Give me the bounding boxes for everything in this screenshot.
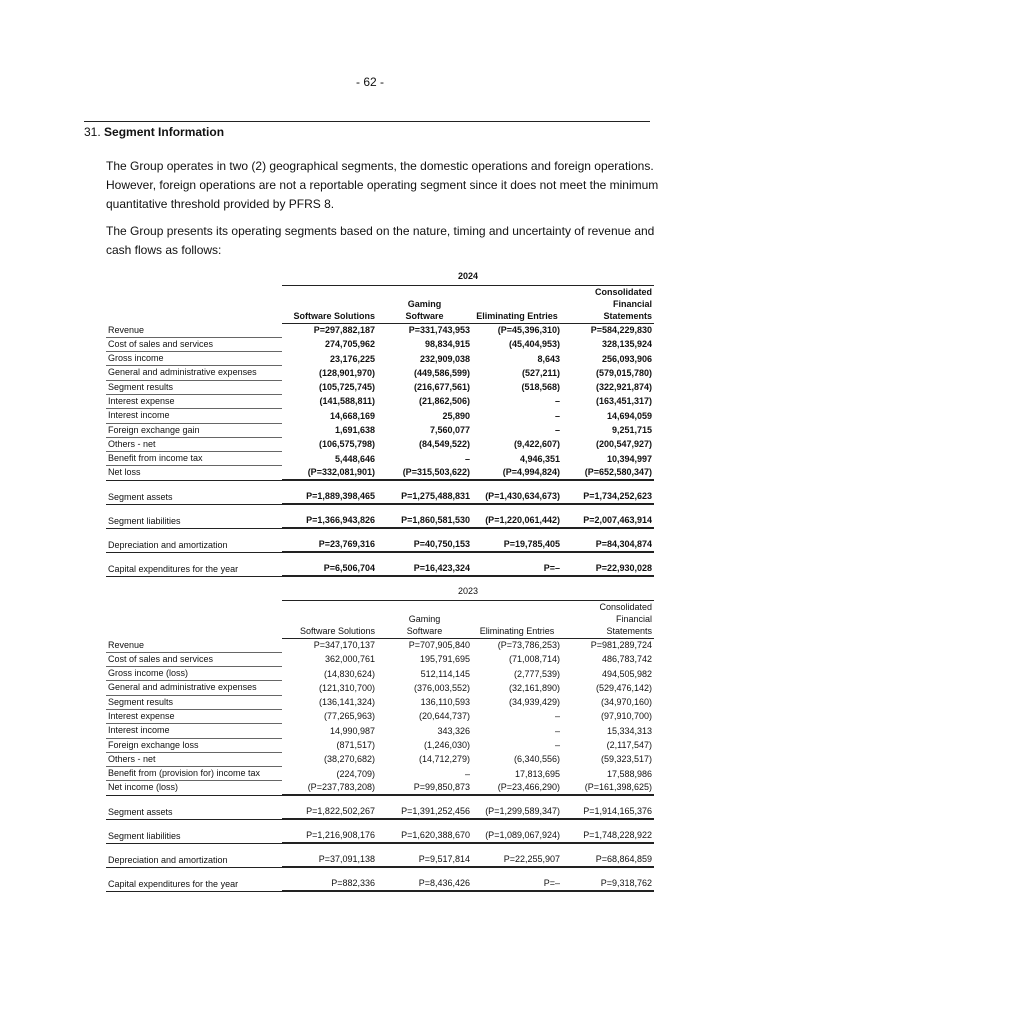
row-value: 136,110,593	[420, 697, 470, 708]
column-header-gaming-line2: Software	[377, 310, 472, 324]
summary-label: Segment assets	[106, 795, 282, 819]
section-number: 31.	[84, 125, 101, 139]
summary-value: P=1,620,388,670	[377, 819, 472, 843]
row-value: (P=237,783,208)	[282, 781, 377, 795]
row-label: Gross income (loss)	[106, 667, 282, 681]
table-year: 2023	[282, 585, 654, 601]
table-row	[106, 337, 654, 351]
row-value: (1,246,030)	[423, 740, 470, 751]
column-header-gaming-line1: Gaming	[408, 614, 441, 624]
row-label: Segment results	[106, 380, 282, 394]
table-row	[106, 681, 654, 695]
row-value: (71,008,714)	[508, 654, 560, 665]
row-value: (P=315,503,622)	[377, 466, 472, 480]
table-row	[106, 652, 654, 666]
row-label: Gross income	[106, 352, 282, 366]
header-spacer	[106, 310, 282, 324]
row-value: 274,705,962	[324, 339, 375, 350]
summary-value: P=882,336	[282, 867, 377, 891]
row-value: 362,000,761	[324, 654, 375, 665]
table-row	[106, 380, 654, 394]
row-value: (6,340,556)	[513, 754, 560, 765]
row-value: 14,668,169	[329, 410, 375, 421]
row-value: (322,921,874)	[595, 382, 653, 393]
row-value: (216,677,561)	[413, 382, 470, 393]
summary-value: P=84,304,874	[562, 528, 654, 552]
row-value: (376,003,552)	[413, 682, 470, 693]
segment-table-2024	[106, 270, 654, 577]
row-value: (121,310,700)	[318, 682, 375, 693]
row-value: 5,448,646	[334, 453, 375, 464]
row-value: (84,549,522)	[418, 439, 470, 450]
row-value: 7,560,077	[429, 425, 470, 436]
summary-label: Capital expenditures for the year	[106, 867, 282, 891]
row-value: (200,547,927)	[595, 439, 653, 450]
row-value: 8,643	[537, 353, 560, 364]
table-row	[106, 452, 654, 466]
row-value: (32,161,890)	[508, 682, 560, 693]
column-header-eliminating-entries: Eliminating Entries	[472, 310, 562, 324]
summary-value: P=1,822,502,267	[282, 795, 377, 819]
row-value: 486,783,742	[601, 654, 653, 665]
row-value: 25,890	[442, 410, 470, 421]
row-label: Benefit from (provision for) income tax	[106, 767, 282, 781]
row-value: 195,791,695	[419, 654, 470, 665]
summary-row	[106, 504, 654, 528]
summary-label: Depreciation and amortization	[106, 528, 282, 552]
row-value: (97,910,700)	[600, 711, 653, 722]
row-value: (20,644,737)	[418, 711, 470, 722]
row-label: Interest income	[106, 724, 282, 738]
row-value: (21,862,506)	[418, 396, 470, 407]
row-value: 17,813,695	[514, 768, 560, 779]
header-spacer	[472, 298, 562, 310]
summary-value: (P=1,430,634,673)	[472, 480, 562, 504]
row-value: 15,334,313	[606, 725, 653, 736]
row-value: –	[554, 410, 560, 421]
header-spacer	[377, 601, 472, 614]
section-divider	[84, 121, 650, 122]
table-corner	[106, 270, 282, 286]
summary-row	[106, 843, 654, 867]
row-value: (224,709)	[336, 768, 375, 779]
header-spacer	[282, 298, 377, 310]
row-label: Interest income	[106, 409, 282, 423]
table-row	[106, 423, 654, 437]
row-value: (163,451,317)	[595, 396, 653, 407]
summary-value: P=1,366,943,826	[282, 504, 377, 528]
table-row	[106, 409, 654, 423]
row-value: (P=4,994,824)	[472, 466, 562, 480]
header-spacer	[282, 601, 377, 614]
row-value: –	[554, 425, 560, 436]
summary-label: Capital expenditures for the year	[106, 552, 282, 576]
column-header-consolidated-line1: Consolidated	[595, 287, 653, 297]
row-value: (14,830,624)	[323, 668, 375, 679]
column-header-consolidated-line2: Financial	[616, 614, 653, 624]
row-value: (128,901,970)	[318, 367, 375, 378]
summary-value: P=16,423,324	[377, 552, 472, 576]
column-header-consolidated-line3: Statements	[562, 625, 654, 639]
row-label: Interest expense	[106, 709, 282, 723]
summary-row	[106, 528, 654, 552]
summary-value: P=–	[472, 552, 562, 576]
page-number: - 62 -	[355, 75, 384, 89]
table-year: 2024	[282, 270, 654, 286]
row-value: (2,117,547)	[606, 740, 653, 751]
summary-value: P=8,436,426	[377, 867, 472, 891]
row-label: Cost of sales and services	[106, 652, 282, 666]
row-value: 4,946,351	[519, 453, 560, 464]
row-value: (529,476,142)	[595, 682, 653, 693]
row-value: 14,694,059	[606, 410, 653, 421]
summary-row	[106, 867, 654, 891]
header-spacer	[472, 286, 562, 299]
table-row	[106, 366, 654, 380]
row-value: 98,834,915	[424, 339, 470, 350]
row-value: 17,588,986	[606, 768, 653, 779]
row-label: Foreign exchange gain	[106, 423, 282, 437]
summary-row	[106, 552, 654, 576]
header-spacer	[377, 286, 472, 299]
row-value: (P=45,396,310)	[497, 325, 560, 335]
row-label: Segment results	[106, 695, 282, 709]
row-label: Interest expense	[106, 394, 282, 408]
table-corner	[106, 585, 282, 601]
summary-row	[106, 795, 654, 819]
header-spacer	[106, 601, 282, 614]
row-value: (2,777,539)	[513, 668, 560, 679]
column-header-consolidated-line1: Consolidated	[599, 602, 653, 612]
row-value: 23,176,225	[329, 353, 375, 364]
row-value: (38,270,682)	[323, 754, 375, 765]
row-value: 10,394,997	[606, 453, 653, 464]
table-row	[106, 394, 654, 408]
row-value: P=707,905,840	[408, 640, 470, 650]
row-value: (P=23,466,290)	[472, 781, 562, 795]
header-spacer	[106, 625, 282, 639]
row-label: Benefit from income tax	[106, 452, 282, 466]
row-value: 9,251,715	[611, 425, 653, 436]
summary-value: P=23,769,316	[282, 528, 377, 552]
summary-value: (P=1,089,067,924)	[472, 819, 562, 843]
summary-label: Segment liabilities	[106, 819, 282, 843]
row-value: P=981,289,724	[590, 640, 653, 650]
summary-value: P=1,275,488,831	[377, 480, 472, 504]
summary-value: P=2,007,463,914	[562, 504, 654, 528]
row-value: –	[554, 711, 560, 722]
row-label: Foreign exchange loss	[106, 738, 282, 752]
row-label: Others - net	[106, 437, 282, 451]
row-value: (P=652,580,347)	[562, 466, 654, 480]
paragraph-text: The Group operates in two (2) geographical segments, the domestic operations and foreign operations. However, foreign operations are not a reportable operating segment since it does not meet the minimum quantitative threshold provided by PFRS 8.	[106, 159, 659, 211]
row-value: (518,568)	[521, 382, 560, 393]
row-value: (77,265,963)	[323, 711, 375, 722]
table-row	[106, 724, 654, 738]
row-value: (136,141,324)	[318, 697, 375, 708]
table-row	[106, 667, 654, 681]
header-spacer	[106, 298, 282, 310]
row-value: P=584,229,830	[590, 325, 653, 335]
summary-value: P=22,930,028	[562, 552, 654, 576]
row-value: –	[464, 768, 470, 779]
row-value: (105,725,745)	[318, 382, 375, 393]
summary-value: P=1,748,228,922	[562, 819, 654, 843]
row-value: (59,323,517)	[600, 754, 653, 765]
summary-value: P=19,785,405	[472, 528, 562, 552]
row-value: 232,909,038	[419, 353, 470, 364]
header-spacer	[472, 613, 562, 625]
row-value: (141,588,811)	[319, 396, 375, 407]
row-value: P=331,743,953	[408, 325, 470, 335]
column-header-consolidated-line2: Financial	[613, 299, 653, 309]
row-value: (P=332,081,901)	[282, 466, 377, 480]
row-label: Revenue	[106, 639, 282, 653]
column-header-eliminating-entries: Eliminating Entries	[472, 625, 562, 639]
row-value: (9,422,607)	[513, 439, 560, 450]
table-row	[106, 752, 654, 766]
row-value: (34,939,429)	[508, 697, 560, 708]
header-spacer	[282, 613, 377, 625]
column-header-software-solutions: Software Solutions	[282, 625, 377, 639]
paragraph-segments	[106, 157, 676, 214]
row-value: 14,990,987	[329, 725, 375, 736]
row-label: General and administrative expenses	[106, 681, 282, 695]
summary-value: P=9,318,762	[562, 867, 654, 891]
header-spacer	[106, 286, 282, 299]
summary-value: P=68,864,859	[562, 843, 654, 867]
row-value: (34,970,160)	[600, 697, 653, 708]
row-label: Others - net	[106, 752, 282, 766]
table-row	[106, 695, 654, 709]
row-value: (P=73,786,253)	[497, 640, 560, 650]
column-header-consolidated-line3: Statements	[562, 310, 654, 324]
column-header-software-solutions: Software Solutions	[282, 310, 377, 324]
table-row	[106, 709, 654, 723]
row-label: General and administrative expenses	[106, 366, 282, 380]
summary-value: P=1,734,252,623	[562, 480, 654, 504]
summary-value: P=–	[472, 867, 562, 891]
row-value: (45,404,953)	[508, 339, 560, 350]
summary-row	[106, 480, 654, 504]
row-label: Net income (loss)	[106, 781, 282, 795]
row-value: 328,135,924	[601, 339, 653, 350]
row-value: –	[554, 740, 560, 751]
table-row	[106, 738, 654, 752]
row-label: Revenue	[106, 324, 282, 338]
column-header-gaming-line1: Gaming	[407, 299, 442, 309]
summary-value: P=1,216,908,176	[282, 819, 377, 843]
summary-value: P=6,506,704	[282, 552, 377, 576]
row-value: P=99,850,873	[377, 781, 472, 795]
summary-label: Depreciation and amortization	[106, 843, 282, 867]
row-value: (449,586,599)	[413, 367, 470, 378]
summary-value: P=22,255,907	[472, 843, 562, 867]
section-title: Segment Information	[104, 125, 225, 139]
summary-value: P=9,517,814	[377, 843, 472, 867]
summary-value: P=1,391,252,456	[377, 795, 472, 819]
row-value: (106,575,798)	[318, 439, 375, 450]
paragraph-text: The Group presents its operating segments based on the nature, timing and uncertainty of revenue and cash flows as follows:	[106, 224, 655, 257]
summary-value: P=1,860,581,530	[377, 504, 472, 528]
table-row	[106, 639, 654, 653]
row-value: 256,093,906	[601, 353, 653, 364]
summary-value: (P=1,299,589,347)	[472, 795, 562, 819]
row-value: 1,691,638	[334, 425, 375, 436]
table-row	[106, 437, 654, 451]
row-value: (14,712,279)	[418, 754, 470, 765]
summary-row	[106, 819, 654, 843]
table-row	[106, 466, 654, 480]
paragraph-basis	[106, 222, 676, 260]
section-heading	[84, 125, 224, 139]
table-row	[106, 767, 654, 781]
summary-value: P=1,889,398,465	[282, 480, 377, 504]
summary-value: P=1,914,165,376	[562, 795, 654, 819]
summary-label: Segment assets	[106, 480, 282, 504]
row-value: –	[554, 725, 560, 736]
row-value: 512,114,145	[420, 668, 470, 679]
row-value: (P=161,398,625)	[562, 781, 654, 795]
table-row	[106, 781, 654, 795]
segment-table-2023	[106, 585, 654, 892]
row-value: P=347,170,137	[313, 640, 375, 650]
summary-value: P=37,091,138	[282, 843, 377, 867]
row-value: (527,211)	[521, 367, 560, 378]
header-spacer	[282, 286, 377, 299]
table-row	[106, 324, 654, 338]
row-value: P=297,882,187	[313, 325, 375, 335]
row-value: (579,015,780)	[595, 367, 653, 378]
summary-value: P=40,750,153	[377, 528, 472, 552]
row-label: Net loss	[106, 466, 282, 480]
row-value: (871,517)	[336, 740, 375, 751]
header-spacer	[106, 613, 282, 625]
row-label: Cost of sales and services	[106, 337, 282, 351]
summary-label: Segment liabilities	[106, 504, 282, 528]
row-value: –	[464, 453, 470, 464]
column-header-gaming-line2: Software	[377, 625, 472, 639]
row-value: 343,326	[437, 725, 470, 736]
row-value: –	[554, 396, 560, 407]
header-spacer	[472, 601, 562, 614]
summary-value: (P=1,220,061,442)	[472, 504, 562, 528]
row-value: 494,505,982	[601, 668, 653, 679]
table-row	[106, 352, 654, 366]
